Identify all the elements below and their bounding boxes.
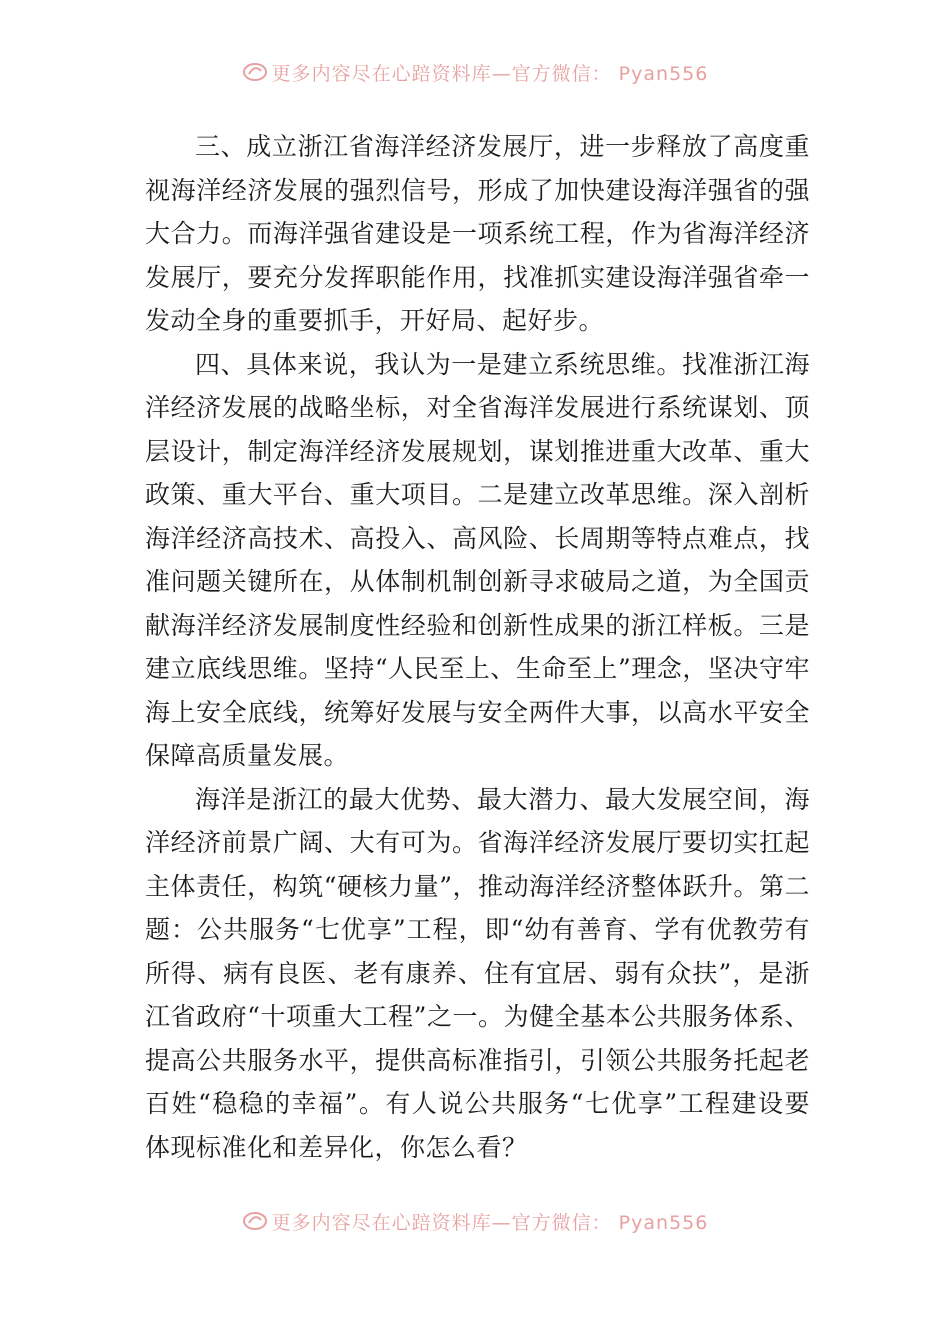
watermark-text: 更多内容尽在心踣资料库—官方微信： Pyan556 <box>271 1211 709 1234</box>
watermark-footer <box>0 1206 950 1236</box>
paragraph-3: 海洋是浙江的最大优势、最大潜力、最大发展空间，海洋经济前景广阔、大有可为。省海洋经济发展厅要切实扛起主体责任，构筑“硬核力量”，推动海洋经济整体跃升。第二题：公共服务“七优享”工程，即“幼有善育、学有优教劳有所得、病有良医、老有康养、住有宜居、弱有众扶”，是浙江省政府“十项重大工程”之一。为健全基本公共服务体系、提高公共服务水平，提供高标准指引，引领公共服务托起老百姓“稳稳的幸福”。有人说公共服务“七优享”工程建设要体现标准化和差异化，你怎么看？ <box>145 784 810 1162</box>
watermark-header <box>0 57 950 87</box>
document-body <box>145 125 810 1169</box>
watermark-logo-icon <box>242 1210 268 1232</box>
watermark-logo-icon <box>242 61 268 83</box>
paragraph-2: 四、具体来说，我认为一是建立系统思维。找准浙江海洋经济发展的战略坐标，对全省海洋发展进行系统谋划、顶层设计，制定海洋经济发展规划，谋划推进重大改革、重大政策、重大平台、重大项目。二是建立改革思维。深入剖析海洋经济高技术、高投入、高风险、长周期等特点难点，找准问题关键所在，从体制机制创新寻求破局之道，为全国贡献海洋经济发展制度性经验和创新性成果的浙江样板。三是建立底线思维。坚持“人民至上、生命至上”理念，坚决守牢海上安全底线，统筹好发展与安全两件大事，以高水平安全保障高质量发展。 <box>145 349 810 770</box>
paragraph-1: 三、成立浙江省海洋经济发展厅，进一步释放了高度重视海洋经济发展的强烈信号，形成了加快建设海洋强省的强大合力。而海洋强省建设是一项系统工程，作为省海洋经济发展厅，要充分发挥职能作用，找准抓实建设海洋强省牵一发动全身的重要抓手，开好局、起好步。 <box>145 132 810 335</box>
watermark-text: 更多内容尽在心踣资料库—官方微信： Pyan556 <box>271 62 709 85</box>
